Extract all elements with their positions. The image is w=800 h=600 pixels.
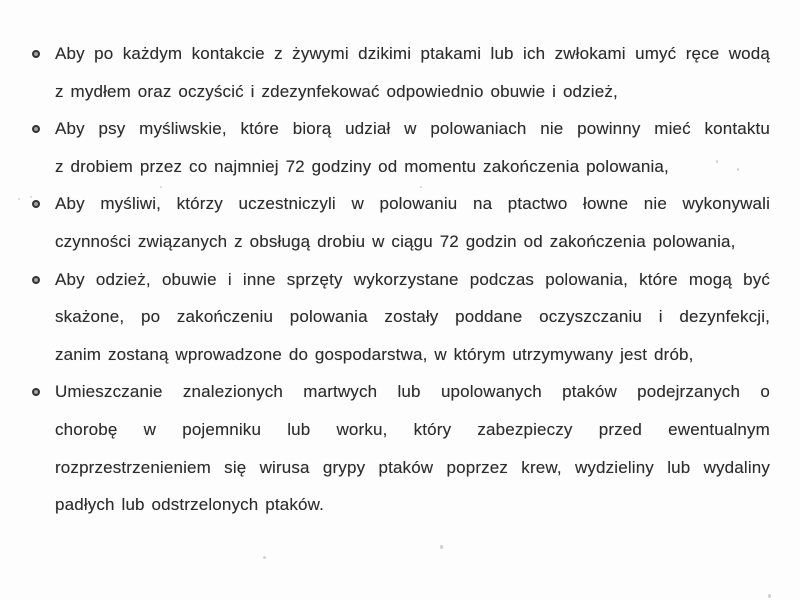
scan-speck: [18, 198, 20, 200]
bullet-line: Aby odzież, obuwie i inne sprzęty wykorzystane podczas polowania, które mogą być: [55, 269, 770, 289]
bullet-line: Aby psy myśliwskie, które biorą udział w polowaniach nie powinny mieć kontaktu: [55, 119, 770, 139]
bullet-line: padłych lub odstrzelonych ptaków.: [55, 495, 324, 515]
bullet-text: [55, 373, 770, 523]
scan-speck: [768, 594, 771, 598]
list-item: [30, 185, 770, 260]
bullet-line: Aby po każdym kontakcie z żywymi dzikimi ptakami lub ich zwłokami umyć ręce wodą: [55, 44, 770, 63]
bullet-line: rozprzestrzenieniem się wirusa grypy ptaków poprzez krew, wydzieliny lub wydaliny: [55, 457, 770, 477]
bullet-text: [55, 110, 770, 185]
bullet-line: Aby myśliwi, którzy uczestniczyli w polowaniu na ptactwo łowne nie wykonywali: [55, 194, 770, 214]
bullet-line: chorobę w pojemniku lub worku, który zabezpieczy przed ewentualnym: [55, 419, 770, 439]
bullet-icon: [32, 125, 40, 133]
scan-speck: [440, 545, 443, 549]
scan-speck: [263, 556, 266, 559]
bullet-icon: [32, 50, 40, 58]
bullet-text: [55, 35, 770, 110]
list-item: [30, 35, 770, 110]
list-item: [30, 110, 770, 185]
bullet-line: Umieszczanie znalezionych martwych lub upolowanych ptaków podejrzanych o: [55, 382, 770, 402]
list-item: [30, 261, 770, 374]
bullet-icon: [32, 276, 40, 284]
bullet-line: skażone, po zakończeniu polowania zostały poddane oczyszczaniu i dezynfekcji,: [55, 307, 770, 327]
bullet-line: zanim zostaną wprowadzone do gospodarstwa, w którym utrzymywany jest drób,: [55, 344, 694, 364]
bullet-line: z mydłem oraz oczyścić i zdezynfekować odpowiednio obuwie i odzież,: [55, 81, 618, 101]
bullet-text: [55, 185, 770, 260]
bullet-line: z drobiem przez co najmniej 72 godziny od momentu zakończenia polowania,: [55, 156, 669, 176]
scan-speck: [737, 168, 739, 171]
bullet-line: czynności związanych z obsługą drobiu w ciągu 72 godzin od zakończenia polowania,: [55, 231, 736, 251]
scan-speck: [30, 196, 32, 198]
bullet-icon: [32, 200, 40, 208]
scan-speck: [716, 160, 718, 163]
scan-speck: [160, 186, 162, 188]
bullet-text: [55, 261, 770, 374]
scan-speck: [420, 186, 422, 188]
bullet-icon: [32, 388, 40, 396]
list-item: [30, 373, 770, 523]
scan-speck: [733, 205, 735, 208]
